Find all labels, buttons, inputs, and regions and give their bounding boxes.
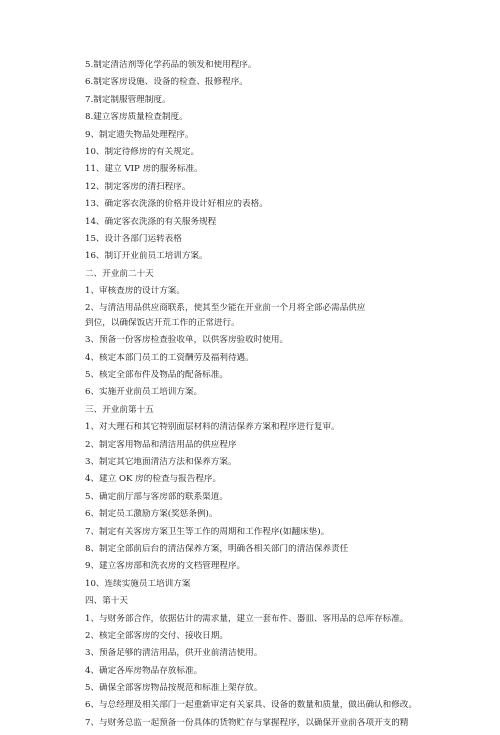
text-line: 1、审核查房的设计方案。 (85, 286, 185, 297)
text-line: 9、建立客房部和洗衣房的文档管理程序。 (85, 561, 246, 572)
text-line-continued: 到位，以确保饭店开荒工作的正常进行。 (85, 317, 240, 328)
text-line: 5、核定全部布件及物品的配备标准。 (85, 370, 228, 381)
text-line: 10、制定待修房的有关规定。 (85, 146, 200, 157)
text-line: 3、预备一份客房检查验收单，以供客房验收时使用。 (85, 335, 289, 346)
text-line: 7、与财务总监一起预备一份具体的货物贮存与掌握程序，以确保开业前各项开支的精 (85, 717, 409, 728)
text-line: 13、确定客衣洗涤的价格并设计好相应的表格。 (85, 199, 268, 210)
text-line: 15、设计各部门运转表格 (85, 233, 182, 244)
text-line: 6、与总经理及相关部门一起重新审定有关家具、设备的数量和质量，做出确认和修改。 (85, 700, 418, 711)
text-line: 8、制定全部前后台的清洁保养方案，明确各相关部门的清洁保养责任 (85, 543, 349, 554)
text-line: 4、核定本部门员工的工资酬劳及福利待遇。 (85, 352, 254, 363)
text-line: 5、确定前厅部与客房部的联系渠道。 (85, 491, 228, 502)
text-line: 9、制定遗失物品处理程序。 (85, 129, 194, 140)
text-line: 16、制订开业前员工培训方案。 (85, 251, 208, 262)
section-heading: 二、开业前二十天 (85, 268, 154, 279)
text-line: 3、制定其它地面清洁方法和保养方案。 (85, 456, 237, 467)
text-line: 4、确定各库房物品存放标准。 (85, 665, 203, 676)
text-line: 2、核定全部客房的交付、接收日期。 (85, 630, 228, 641)
text-line: 11、建立 VIP 房的服务标准。 (85, 164, 203, 175)
text-line: 4、建立 OK 房的检查与报告程序。 (85, 474, 222, 485)
text-line: 7、制定有关客房方案卫生等工作的周期和工作程序(如翻床垫)。 (85, 526, 330, 537)
section-heading: 四、第十天 (85, 596, 128, 607)
section-heading: 三、开业前第十五 (85, 404, 154, 415)
text-line: 2、制定客用物品和清洁用品的供应程序 (85, 439, 237, 450)
text-line: 3、预备足够的清洁用品，供开业前清洁使用。 (85, 648, 263, 659)
text-line: 14、确定客衣洗涤的有关服务规程 (85, 216, 217, 227)
text-line: 5、确保全部客房物品按规范和标准上架存放。 (85, 683, 263, 694)
text-line: 6、实施开业前员工培训方案。 (85, 387, 203, 398)
text-line: 10、连续实施员工培训方案 (85, 578, 191, 589)
text-line: 2、与清洁用品供应商联系，使其至少能在开业前一个月将全部必需品供应 (85, 303, 366, 314)
text-line: 1、与财务部合作，依据估计的需求量，建立一套布件、器皿、客用品的总库存标准。 (85, 613, 409, 624)
text-line: 8.建立客房质量检查制度。 (85, 112, 188, 123)
text-line: 12、制定客房的清扫程序。 (85, 181, 191, 192)
text-line: 7.制定制服管理制度。 (85, 94, 171, 105)
text-line: 1、对大理石和其它特别面层材料的清洁保养方案和程序进行复审。 (85, 422, 340, 433)
text-line: 6.制定客房设施、设备的检查、报修程序。 (85, 77, 248, 88)
text-line: 5.制定清洁剂等化学药品的领发和使用程序。 (85, 60, 257, 70)
text-line: 6、制定员工激励方案(奖惩条例)。 (85, 509, 218, 520)
document-page (85, 60, 485, 735)
